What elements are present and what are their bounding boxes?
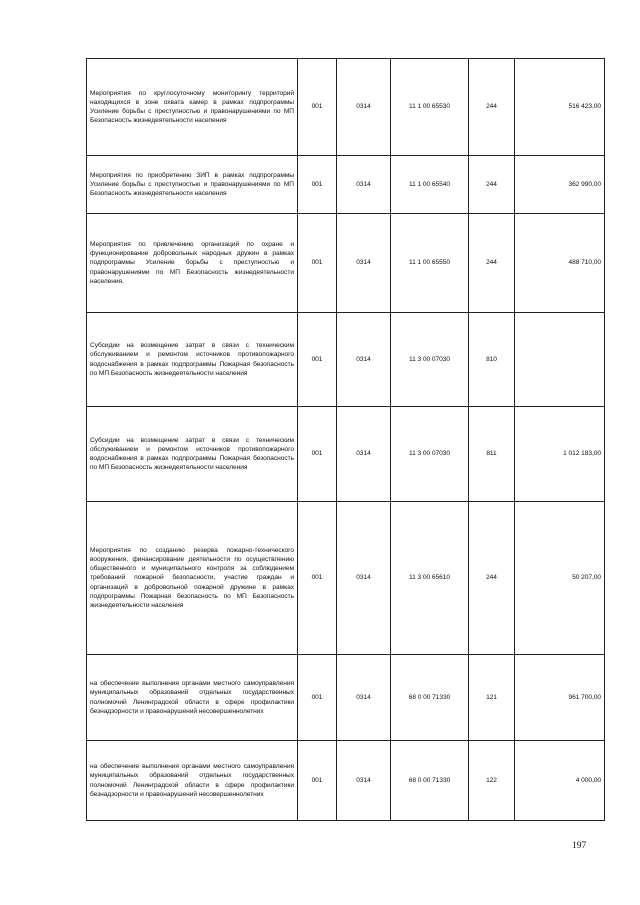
row-section-code: 0314 (337, 156, 391, 214)
row-expense-type: 244 (469, 502, 515, 655)
row-admin-code: 001 (298, 313, 337, 407)
table-row (87, 407, 605, 502)
row-expense-type: 244 (469, 156, 515, 214)
row-target-code: 11 1 00 65540 (391, 156, 469, 214)
row-expense-type: 244 (469, 214, 515, 313)
row-description: на обеспечение выполнения органами местного самоуправления муниципальных образований отдельных государственных полномочий Ленинградской области в сфере профилактики безнадзорности и правонарушений несовершеннолетних (87, 655, 298, 741)
row-description: Мероприятия по круглосуточному мониторингу территорий находящихся в зоне охвата камер в рамках подпрограммы Усиление борьбы с преступностью и правонарушениями по МП Безопасность жизнедеятельности населения (87, 59, 298, 156)
row-admin-code: 001 (298, 655, 337, 741)
row-section-code: 0314 (337, 214, 391, 313)
row-target-code: 11 1 00 65530 (391, 59, 469, 156)
row-admin-code: 001 (298, 59, 337, 156)
table-row (87, 502, 605, 655)
row-expense-type: 121 (469, 655, 515, 741)
row-section-code: 0314 (337, 502, 391, 655)
table-row (87, 59, 605, 156)
page-number: 197 (572, 841, 587, 851)
row-amount: 4 000,00 (515, 741, 605, 821)
row-section-code: 0314 (337, 313, 391, 407)
row-amount: 362 990,00 (515, 156, 605, 214)
row-admin-code: 001 (298, 156, 337, 214)
row-description: Мероприятия по привлечению организаций по охране и функционирование добровольных народных дружин в рамках подпрограммы Усиление борьбы с преступностью и правонарушениями по МП Безопасность жизнедеятельности населения. (87, 214, 298, 313)
row-amount: 961 700,00 (515, 655, 605, 741)
row-description: Мероприятия по созданию резерва пожарно-технического вооружения, финансирование деятельности по осуществлению общественного и муниципального контроля за соблюдением требований пожарной безопасности, участие граждан и организаций в добровольной пожарной дружине в рамках подпрограммы Пожарная безопасность по МП Безопасность жизнедеятельности населения (87, 502, 298, 655)
row-section-code: 0314 (337, 655, 391, 741)
row-target-code: 11 3 00 65610 (391, 502, 469, 655)
row-amount: 516 423,00 (515, 59, 605, 156)
row-admin-code: 001 (298, 502, 337, 655)
row-admin-code: 001 (298, 741, 337, 821)
row-description: Мероприятия по приобретению ЗИП в рамках подпрограммы Усиление борьбы с преступностью и правонарушениями по МП Безопасность жизнедеятельности населения (87, 156, 298, 214)
row-expense-type: 811 (469, 407, 515, 502)
row-expense-type: 122 (469, 741, 515, 821)
row-target-code: 11 3 00 07030 (391, 313, 469, 407)
table-row (87, 313, 605, 407)
row-target-code: 68 0 00 71330 (391, 655, 469, 741)
row-target-code: 68 0 00 71330 (391, 741, 469, 821)
table-row (87, 741, 605, 821)
row-expense-type: 810 (469, 313, 515, 407)
row-section-code: 0314 (337, 741, 391, 821)
row-amount: 50 207,00 (515, 502, 605, 655)
row-section-code: 0314 (337, 407, 391, 502)
budget-table (86, 58, 605, 821)
table-row (87, 156, 605, 214)
row-section-code: 0314 (337, 59, 391, 156)
row-amount: 1 012 183,00 (515, 407, 605, 502)
row-description: Субсидии на возмещение затрат в связи с техническим обслуживанием и ремонтом источников противопожарного водоснабжения в рамках подпрограммы Пожарная безопасность по МП Безопасность жизнедеятельности населения (87, 407, 298, 502)
budget-table-body (87, 59, 605, 821)
table-row (87, 655, 605, 741)
row-admin-code: 001 (298, 407, 337, 502)
row-description: Субсидии на возмещение затрат в связи с техническим обслуживанием и ремонтом источников противопожарного водоснабжения в рамках подпрограммы Пожарная безопасность по МП Безопасность жизнедеятельности населения (87, 313, 298, 407)
row-target-code: 11 1 00 65550 (391, 214, 469, 313)
row-amount (515, 313, 605, 407)
row-amount: 488 710,00 (515, 214, 605, 313)
row-expense-type: 244 (469, 59, 515, 156)
row-description: на обеспечение выполнения органами местного самоуправления муниципальных образований отдельных государственных полномочий Ленинградской области в сфере профилактики безнадзорности и правонарушений несовершеннолетних (87, 741, 298, 821)
table-row (87, 214, 605, 313)
row-admin-code: 001 (298, 214, 337, 313)
row-target-code: 11 3 00 07030 (391, 407, 469, 502)
